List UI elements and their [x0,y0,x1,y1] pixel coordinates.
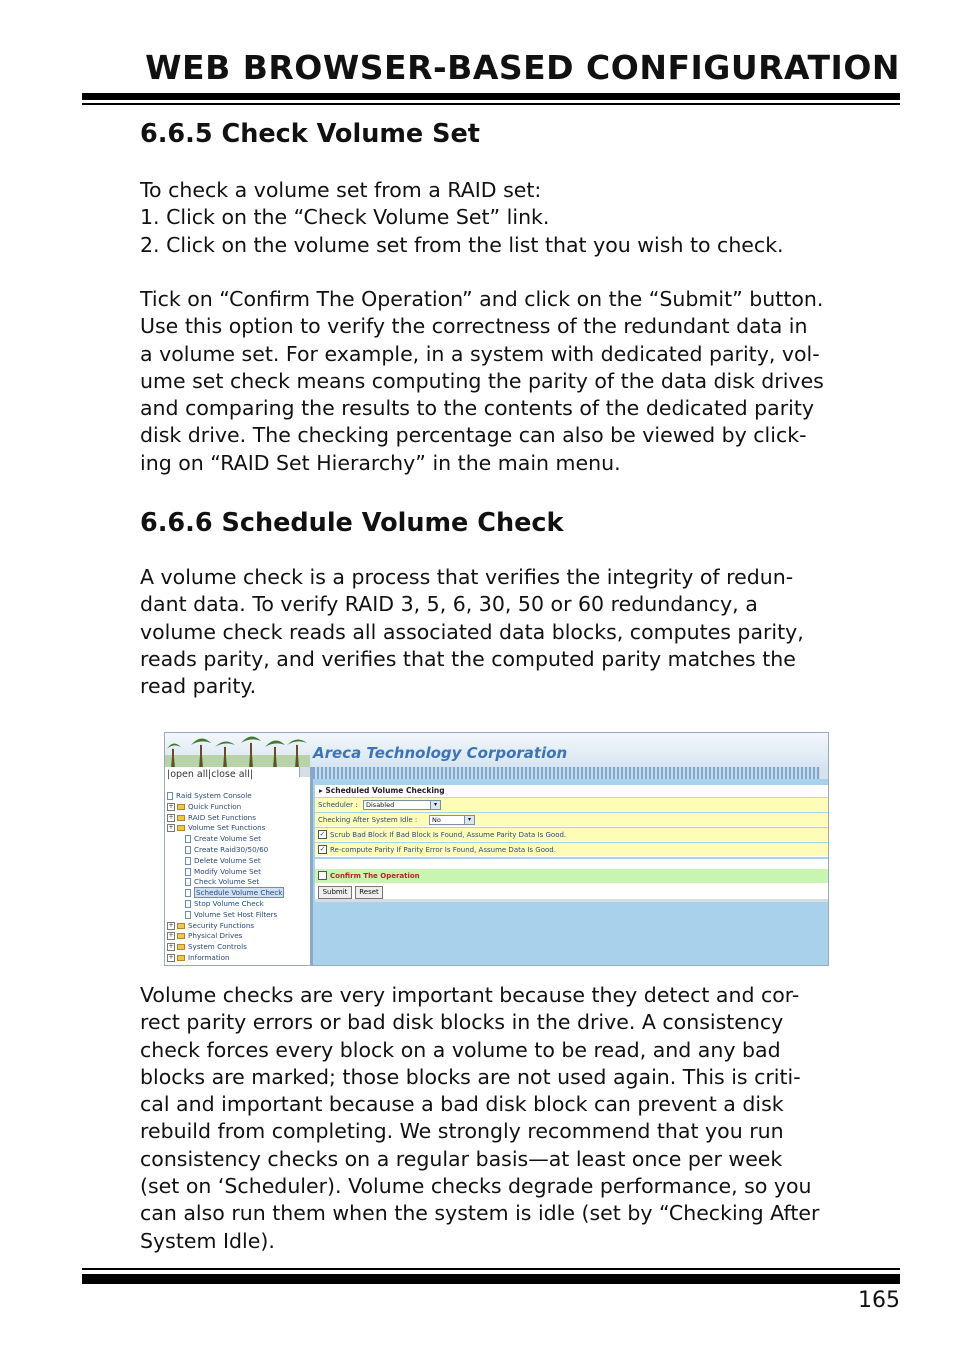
button-row [315,883,828,902]
check-volume-intro [140,177,910,259]
tree-item[interactable] [167,834,284,845]
tree-item[interactable] [167,802,284,813]
tree-item-label: Physical Drives [188,931,243,941]
text-line: 1. Click on the “Check Volume Set” link. [140,205,550,230]
page-icon [185,889,191,897]
page-icon [185,868,191,876]
page-icon [185,911,191,919]
volume-check-importance [140,982,910,1255]
tree-scrollbar[interactable] [299,767,310,777]
chevron-down-icon: ▾ [430,801,440,809]
text-line: check forces every block on a volume to be read, and any bad [140,1037,781,1062]
text-line: Tick on “Confirm The Operation” and click on the “Submit” button. [140,287,824,311]
submit-button[interactable]: Submit [318,886,352,899]
expand-icon[interactable]: + [168,813,174,821]
page-icon [185,835,191,843]
tree-item-label: Delete Volume Set [194,855,261,865]
tree-item[interactable] [167,953,284,964]
expand-icon[interactable]: + [168,921,174,929]
folder-icon [177,944,185,950]
expand-icon[interactable]: + [168,953,174,961]
schedule-volume-intro [140,564,910,700]
tree-item-label: Check Volume Set [194,877,260,887]
text-line: System Idle). [140,1228,275,1253]
text-line: A volume check is a process that verifies the integrity of redun- [140,565,794,589]
text-line: rebuild from completing. We strongly recommend that you run [140,1119,784,1144]
text-line: blocks are marked; those blocks are not used again. This is criti- [140,1064,801,1089]
tree-item[interactable] [167,931,284,942]
confirm-row [315,869,828,883]
tree-item[interactable] [167,791,284,802]
tree-item-label: RAID Set Functions [188,812,256,822]
content-scrollbar[interactable] [820,767,828,779]
expand-icon[interactable]: + [168,802,174,810]
text-line: cal and important because a bad disk block can prevent a disk [140,1092,784,1117]
idle-select[interactable] [429,815,475,825]
text-line: can also run them when the system is idle (set by “Checking After [140,1201,820,1226]
scrub-checkbox[interactable]: ✓ [319,829,326,838]
tree-item[interactable] [167,899,284,910]
tree-item-label: System Controls [188,942,247,952]
content-pane [313,779,828,965]
tree-item-label: Create Volume Set [194,834,261,844]
tree-item-label: Volume Set Host Filters [194,909,278,919]
scheduler-row [315,798,828,812]
tree-item-label: Schedule Volume Check [196,888,283,898]
text-line: read parity. [140,674,257,699]
spacer-row [315,859,828,869]
text-line: volume check reads all associated data blocks, computes parity, [140,619,804,644]
tree-item-label: Modify Volume Set [194,866,261,876]
section-heading-check-volume-set: 6.6.5 Check Volume Set [140,119,480,149]
text-line: consistency checks on a regular basis—at least once per week [140,1146,783,1171]
folder-icon [177,825,185,831]
text-line: (set on ‘Scheduler). Volume checks degrade performance, so you [140,1174,812,1199]
folder-icon [177,923,185,929]
open-close-all-links[interactable]: |open all|close all| [167,769,254,780]
schedule-volume-check-screenshot [164,732,829,966]
text-line: ume set check means computing the parity of the data disk drives [140,368,824,393]
tree-item-label: Quick Function [188,801,242,811]
text-line: Use this option to verify the correctness of the redundant data in [140,314,808,339]
tree-item[interactable] [167,813,284,824]
scheduler-label: Scheduler : [318,801,358,809]
idle-label: Checking After System Idle : [318,816,418,824]
recompute-checkbox[interactable]: ✓ [319,844,326,853]
page-icon [167,792,173,800]
footer-rule [82,1274,900,1284]
brand-name: Areca Technology Corporation [313,744,568,762]
text-line: Volume checks are very important because they detect and cor- [140,983,800,1007]
chevron-down-icon: ▾ [464,816,474,824]
recompute-row [315,843,828,857]
page-icon [185,857,191,865]
scheduler-select[interactable] [363,800,441,810]
text-line: a volume set. For example, in a system with dedicated parity, vol- [140,341,820,366]
tree-item-label: Volume Set Functions [188,823,266,833]
navigation-tree [167,791,284,964]
section-heading-schedule-volume-check: 6.6.6 Schedule Volume Check [140,508,564,538]
text-line: dant data. To verify RAID 3, 5, 6, 30, 50 or 60 redundancy, a [140,592,758,617]
folder-icon [177,804,185,810]
expand-icon[interactable]: + [168,943,174,951]
tree-item[interactable] [167,888,284,899]
tree-item-label: Security Functions [188,920,255,930]
tree-item[interactable] [167,942,284,953]
page-header-title: WEB BROWSER-BASED CONFIGURATION [145,48,900,87]
bullet-icon: ▸ [319,786,326,795]
tree-item[interactable] [167,921,284,932]
text-line: 2. Click on the volume set from the list that you wish to check. [140,232,784,257]
panel-title-text: Scheduled Volume Checking [325,786,445,795]
confirm-label: Confirm The Operation [330,872,420,880]
tree-item[interactable] [167,867,284,878]
header-rule [82,93,900,100]
confirm-checkbox[interactable] [318,871,327,880]
tree-item-label: Stop Volume Check [194,898,264,908]
page-number: 165 [858,1288,900,1313]
banner-stripe [313,767,828,779]
folder-icon [177,955,185,961]
tree-item-label: Create Raid30/50/60 [194,844,269,854]
text-line: and comparing the results to the contents of the dedicated parity [140,396,815,421]
folder-icon [177,815,185,821]
expand-icon[interactable]: + [168,932,174,940]
page-icon [185,878,191,886]
text-line: disk drive. The checking percentage can also be viewed by click- [140,423,807,448]
scrub-row [315,828,828,842]
scheduler-value: Disabled [366,801,395,809]
text-line: ing on “RAID Set Hierarchy” in the main menu. [140,450,621,475]
banner [165,733,828,767]
page-icon [185,846,191,854]
tree-item-label: Raid System Console [176,791,252,800]
expand-icon[interactable]: + [168,824,174,832]
tree-item[interactable] [167,845,284,856]
check-volume-body [140,286,910,477]
footer-rule-thin [82,1268,900,1270]
idle-value: No [432,816,441,824]
text-line: reads parity, and verifies that the computed parity matches the [140,646,796,671]
tree-item[interactable] [167,823,284,834]
reset-button[interactable]: Reset [355,886,383,899]
navigation-tree-pane [165,767,313,965]
tree-item[interactable] [167,856,284,867]
tree-item-label: Information [188,952,230,962]
recompute-label: Re-compute Parity If Parity Error Is Found, Assume Data Is Good. [330,846,556,854]
panel-title [315,785,828,798]
palm-trees-banner-image [165,733,310,767]
scrub-label: Scrub Bad Block If Bad Block Is Found, Assume Parity Data Is Good. [330,831,567,839]
text-line: rect parity errors or bad disk blocks in the drive. A consistency [140,1010,784,1035]
folder-icon [177,933,185,939]
idle-row [315,813,828,827]
header-rule-thin [82,103,900,105]
page-icon [185,900,191,908]
text-line: To check a volume set from a RAID set: [140,178,542,202]
tree-item[interactable] [167,910,284,921]
